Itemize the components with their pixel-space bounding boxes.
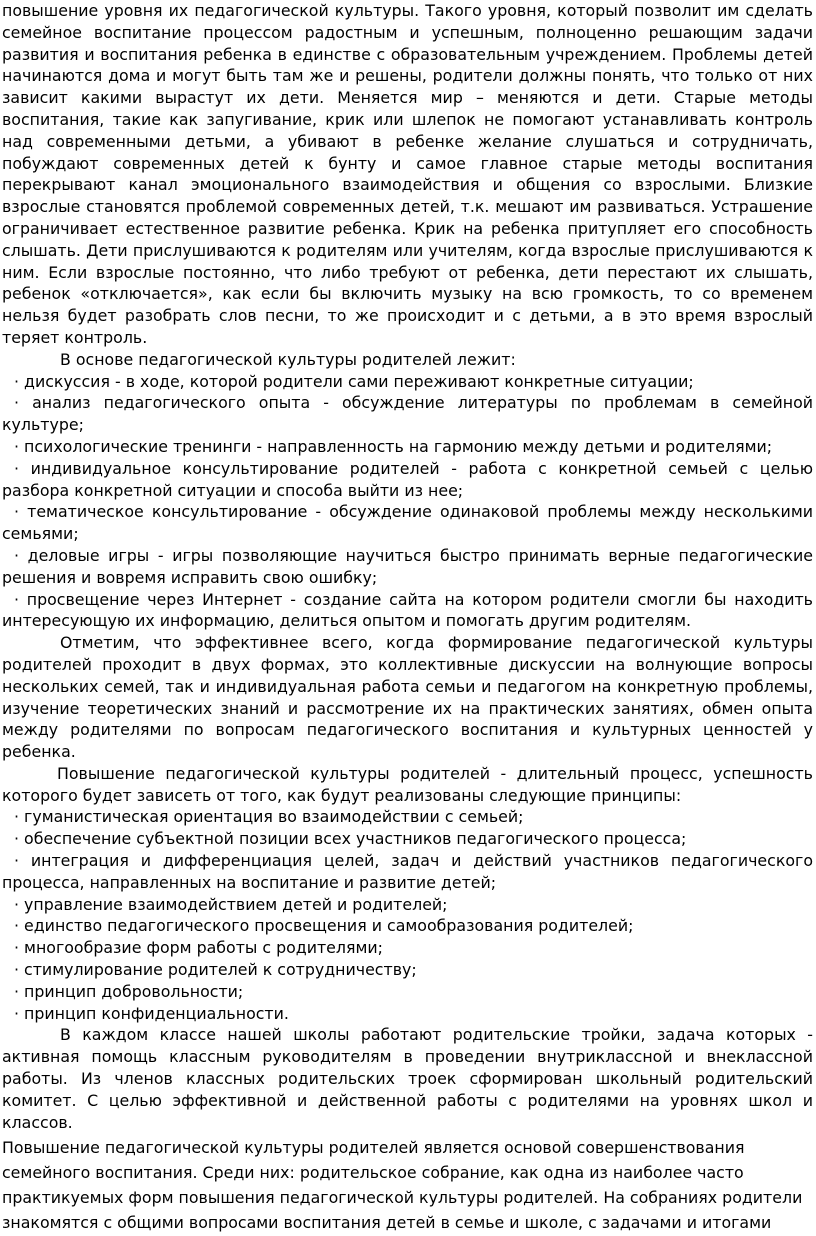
closing-paragraph: Повышение педагогической культуры родителей является основой совершенствования семейного воспитания. Среди них: родительское собрание, как одна из наиболее часто практикуемых форм повышения педагогической культуры родителей. На собраниях родители знакомятся с общими вопросами воспитания детей в семье и школе, с задачами и итогами [2,1138,803,1232]
principle-item: · принцип добровольности; [14,981,244,1001]
basis-item: · психологические тренинги - направленность на гармонию между детьми и родителями; [14,436,773,456]
basis-item: · просвещение через Интернет - создание сайта на котором родители смогли бы находить интересующую их информацию, делиться опытом и помогать другим родителям. [2,589,813,631]
principle-item: · гуманистическая ориентация во взаимодействии с семьей; [14,807,524,827]
intro-paragraph: повышение уровня их педагогической культуры. Такого уровня, который позволит им сделать семейное воспитание процессом радостным и успешным, полноценно решающим задачи развития и воспитания ребенка в единстве с образовательным учреждением. Проблемы детей начинаются дома и могут быть там же и решены, родители должны понять, что только от них зависит какими вырастут их дети. Меняется мир – меняются и дети. Старые методы воспитания, такие как запугивание, крик или шлепок не помогают устанавливать контроль над современными детьми, а убивают в ребенке желание слушаться и сотрудничать, побуждают современных детей к бунту и самое главное старые методы воспитания перекрывают канал эмоционального взаимодействия и общения со взрослыми. Близкие взрослые становятся проблемой современных детей, т.к. мешают им развиваться. Устрашение ограничивает естественное развитие ребенка. Крик на ребенка притупляет его способность слышать. Дети прислушиваются к родителям или учителям, когда взрослые прислушиваются к ним. Если взрослые постоянно, что либо требуют от ребенка, дети перестают их слышать, ребенок «отключается», как если бы включить музыку на всю громкость, то со временем нельзя будет разобрать слов песни, то же происходит и с детьми, а в это время взрослый теряет контроль. [2,1,813,347]
principle-item: · принцип конфиденциальности. [14,1003,289,1023]
basis-item: · дискуссия - в ходе, которой родители сами переживают конкретные ситуации; [14,371,694,391]
principle-item: · стимулирование родителей к сотрудничеству; [14,960,417,980]
principle-item: · единство педагогического просвещения и самообразования родителей; [14,916,634,936]
principles-heading: Повышение педагогической культуры родителей - длительный процесс, успешность которого будет зависеть от того, как будут реализованы следующие принципы: [2,763,813,805]
basis-heading: В основе педагогической культуры родителей лежит: [60,349,516,369]
principle-item: · многообразие форм работы с родителями; [14,938,383,958]
principle-item: · управление взаимодействием детей и родителей; [14,894,448,914]
troika-paragraph: В каждом классе нашей школы работают родительские тройки, задача которых - активная помощь классным руководителям в проведении внутриклассной и внеклассной работы. Из членов классных родительских троек сформирован школьный родительский комитет. С целью эффективной и действенной работы с родителями на уровнях школ и классов. [2,1025,813,1132]
basis-item: · анализ педагогического опыта - обсуждение литературы по проблемам в семейной культуре; [2,393,813,435]
principle-item: · обеспечение субъектной позиции всех участников педагогического процесса; [14,829,687,849]
basis-item: · индивидуальное консультирование родителей - работа с конкретной семьей с целью разбора конкретной ситуации и способа выйти из нее; [2,458,813,500]
basis-item: · деловые игры - игры позволяющие научиться быстро принимать верные педагогические решения и вовремя исправить свою ошибку; [2,545,813,587]
basis-item: · тематическое консультирование - обсуждение одинаковой проблемы между несколькими семьями; [2,502,813,544]
forms-paragraph: Отметим, что эффективнее всего, когда формирование педагогической культуры родителей проходит в двух формах, это коллективные дискуссии на волнующие вопросы нескольких семей, так и индивидуальная работа семьи и педагогом на конкретную проблемы, изучение теоретических знаний и рассмотрение их на практических занятиях, обмен опыта между родителями по вопросам педагогического воспитания и культурных ценностей у ребенка. [2,633,813,762]
principle-item: · интеграция и дифференциация целей, задач и действий участников педагогического процесса, направленных на воспитание и развитие детей; [2,851,813,892]
